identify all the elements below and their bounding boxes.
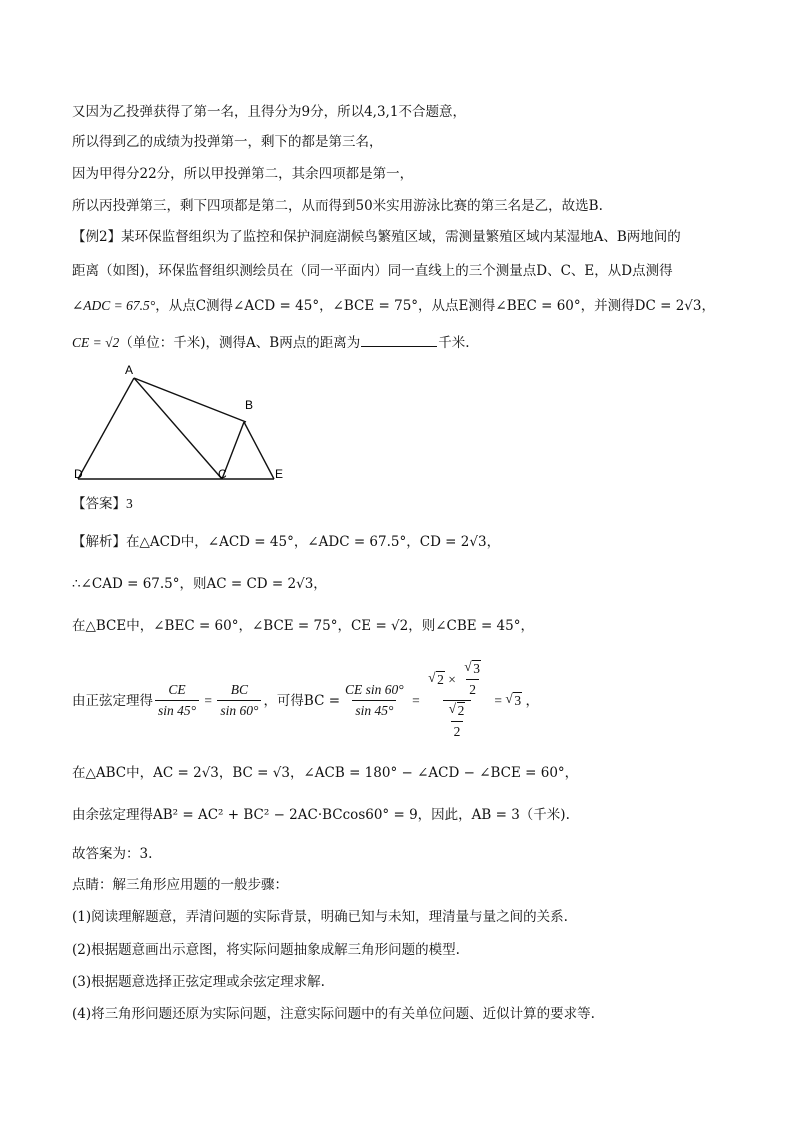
tips-title: 点睛：解三角形应用题的一般步骤： [72,877,288,893]
example-text-4: （单位：千米)，测得A、B两点的距离为 [119,335,361,351]
answer-value: 3 [126,496,133,511]
label-e: E [275,467,284,481]
tip-2: (2)根据题意画出示意图，将实际问题抽象成解三角形问题的模型. [72,942,460,958]
solution-line-3: 在△BCE中，∠BEC = 60°，∠BCE = 75°，CE = √2，则∠CBE = 45°， [72,618,534,634]
tip-4: (4)将三角形问题还原为实际问题，注意实际问题中的有关单位问题、近似计算的要求等. [72,1006,595,1022]
solution-line-5: 在△ABC中，AC = 2√3，BC = √3，∠ACB = 180° − ∠ACD − ∠BCE = 60°， [72,765,579,781]
solution-line-1 [72,533,500,551]
solution-text-1: 在△ACD中，∠ACD = 45°，∠ADC = 67.5°，CD = 2√3， [126,534,501,550]
fraction-ce-sin60-sin45: $\frac{\text{CE sin 60°}}{\sin 45^\circ}$ [342,680,407,721]
example-line-1 [72,228,681,246]
intro-line-1: 又因为乙投弹获得了第一名，且得分为9分，所以4,3,1不合题意， [72,104,466,120]
example-line-2: 距离（如图)，环保监督组织测绘员在（同一平面内）同一直线上的三个测量点D、C、E，从D点测得 [72,263,673,279]
label-a: A [125,363,134,377]
tip-3: (3)根据题意选择正弦定理或余弦定理求解. [72,974,325,990]
angle-adc: ∠ADC = 67.5° [72,298,156,313]
example-text-1: 某环保监督组织为了监控和保护洞庭湖候鸟繁殖区域，需测量繁殖区域内某湿地A、B两地间的 [121,229,681,245]
sine-law-mid: ，可得BC = [263,692,341,709]
solution-line-4: 由正弦定理得 $\frac{CE}{\sin 45^\circ}$ = $\frac{BC}{\sin 60^\circ}$ ，可得BC = $\frac{\text{CE sin 60°}}{\sin 45^\circ}$ = √ 2 × √ 3 2 √ 2 2 = √ 3 ， [72,663,539,738]
solution-line-6: 由余弦定理得AB² = AC² + BC² − 2AC·BCcos60° = 9，因此，AB = 3（千米). [72,807,570,823]
solution-line-7: 故答案为：3. [72,846,153,862]
label-d: D [74,467,83,481]
intro-line-3: 因为甲得分22分，所以甲投弹第二，其余四项都是第一， [72,166,414,182]
example-line-3 [72,297,715,315]
triangle-figure [70,362,290,487]
fraction-numeric: √ 2 × √ 3 2 √ 2 2 [425,659,489,742]
example-text-3: ，从点C测得∠ACD = 45°，∠BCE = 75°，从点E测得∠BEC = 60°，并测得DC = 2√3， [155,298,715,314]
ce-value: CE = √2 [72,335,120,350]
label-b: B [245,398,254,412]
fraction-bc-sin60: $\frac{BC}{\sin 60^\circ}$ [217,680,261,721]
example-tag: 【例2】 [72,229,122,245]
intro-line-2: 所以得到乙的成绩为投弹第一，剩下的都是第三名， [72,134,383,150]
answer-line [72,495,133,513]
unit-text: 千米. [438,335,470,351]
label-c: C [218,467,227,481]
solution-label: 【解析】 [72,534,126,550]
sine-law-prefix: 由正弦定理得 [72,692,153,709]
fraction-ce-sin45: $\frac{CE}{\sin 45^\circ}$ [155,680,199,721]
tip-1: (1)阅读理解题意，弄清问题的实际背景，明确已知与未知，理清量与量之间的关系. [72,909,568,925]
solution-line-2: ∴∠CAD = 67.5°，则AC = CD = 2√3， [72,576,327,592]
example-line-4 [72,334,470,352]
answer-label: 【答案】 [72,496,126,512]
answer-blank[interactable] [361,334,437,347]
intro-line-4: 所以丙投弹第三，剩下四项都是第二，从而得到50米实用游泳比赛的第三名是乙，故选B. [72,198,603,214]
